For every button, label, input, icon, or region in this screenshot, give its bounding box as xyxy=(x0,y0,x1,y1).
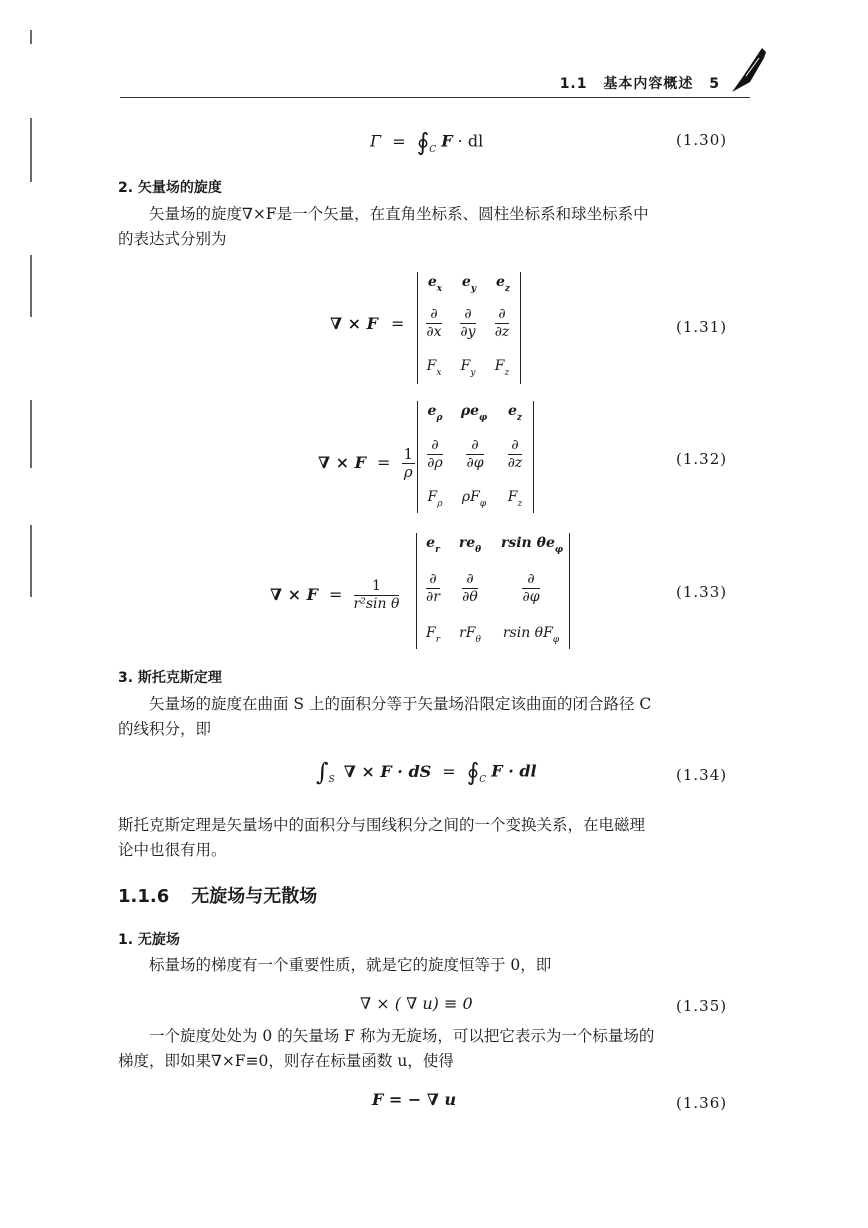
field-component: rF xyxy=(459,625,476,641)
partial-symbol: ∂ xyxy=(460,306,475,324)
header-title: 基本内容概述 xyxy=(603,76,694,92)
subscript: ρ xyxy=(436,413,443,423)
equals-sign: = xyxy=(392,131,406,151)
curl-expression: ∇ × F xyxy=(318,453,366,472)
line-element: dl xyxy=(467,131,484,151)
subscript: ρ xyxy=(437,499,443,509)
circulation-symbol: Γ xyxy=(370,131,382,151)
dot-operator: · xyxy=(457,131,463,151)
field-component: F xyxy=(427,489,438,505)
scan-margin-mark xyxy=(30,30,32,44)
partial-denominator: ∂r xyxy=(426,589,440,605)
integral-subscript: C xyxy=(429,144,437,155)
subscript: θ xyxy=(475,635,481,645)
partial-symbol: ∂ xyxy=(427,437,442,455)
partial-denominator: ∂φ xyxy=(522,589,540,605)
partial-denominator: ∂φ xyxy=(466,455,484,471)
subscript: z xyxy=(516,413,523,423)
partial-denominator: ∂θ xyxy=(462,589,478,605)
integral-subscript: S xyxy=(328,774,335,785)
subscript: r xyxy=(435,635,441,645)
prefactor-numerator: 1 xyxy=(354,578,400,596)
subscript: z xyxy=(517,499,523,509)
unit-vector: e xyxy=(507,403,517,419)
partial-symbol: ∂ xyxy=(462,571,478,589)
curl-lhs xyxy=(270,578,399,613)
gradient-representation: F = − ∇ u xyxy=(372,1090,457,1109)
surface-integrand: ∇ × F · dS xyxy=(343,761,432,781)
pen-nib-icon xyxy=(728,48,768,94)
unit-vector: e xyxy=(495,274,505,290)
curl-of-gradient-identity: ∇ × ( ∇ u) ≡ 0 xyxy=(360,994,473,1013)
subscript: x xyxy=(436,368,442,378)
paragraph-line: 的线积分，即 xyxy=(118,720,212,738)
subscript: x xyxy=(436,284,443,294)
curl-expression: ∇ × F xyxy=(270,585,318,604)
subscript: z xyxy=(504,284,511,294)
partial-denominator: ∂y xyxy=(460,324,476,340)
line-integrand: F · dl xyxy=(491,761,537,781)
paragraph-line: 的表达式分别为 xyxy=(118,230,227,248)
scan-margin-mark xyxy=(30,400,32,468)
unit-vector: ρe xyxy=(460,403,480,419)
paragraph-line: 标量场的梯度有一个重要性质，就是它的旋度恒等于 0，即 xyxy=(149,956,552,974)
paragraph-line: 一个旋度处处为 0 的矢量场 F 称为无旋场，可以把它表示为一个标量场的 xyxy=(149,1027,655,1045)
scan-margin-mark xyxy=(30,255,32,317)
partial-symbol: ∂ xyxy=(522,571,539,589)
equation-number: (1.31) xyxy=(676,318,728,336)
contour-integral-symbol: ∮ xyxy=(466,758,480,786)
subscript: φ xyxy=(552,635,560,645)
prefactor-denominator: ρ xyxy=(403,463,413,481)
unit-vector: rsin θe xyxy=(500,535,555,551)
equals-sign: = xyxy=(329,585,343,604)
paragraph-line: 论中也很有用。 xyxy=(118,841,227,859)
curl-expression: ∇ × F xyxy=(330,314,378,333)
determinant-spherical xyxy=(416,533,570,649)
determinant-cylindrical xyxy=(417,401,534,513)
determinant-cartesian xyxy=(417,272,521,384)
section-number: 1.1.6 xyxy=(118,886,170,907)
unit-vector: e xyxy=(461,274,471,290)
subscript: φ xyxy=(479,499,487,509)
equation-number: (1.36) xyxy=(676,1094,728,1112)
unit-vector: e xyxy=(426,535,436,551)
equation-number: (1.34) xyxy=(676,766,728,784)
partial-symbol: ∂ xyxy=(426,306,441,324)
subscript: φ xyxy=(554,545,564,555)
subsection-heading: 1. 无旋场 xyxy=(118,932,180,948)
partial-denominator: ∂x xyxy=(426,324,442,340)
equation-1-35 xyxy=(360,994,473,1013)
curl-lhs xyxy=(330,314,404,333)
subscript: y xyxy=(470,368,476,378)
equation-number: (1.30) xyxy=(676,131,728,149)
scan-margin-mark xyxy=(30,118,32,182)
field-component: ρF xyxy=(461,489,480,505)
field-component: F xyxy=(425,625,436,641)
equation-number: (1.33) xyxy=(676,583,728,601)
partial-symbol: ∂ xyxy=(495,306,510,324)
equation-number: (1.32) xyxy=(676,450,728,468)
partial-symbol: ∂ xyxy=(426,571,440,589)
prefactor-denominator: r²sin θ xyxy=(353,596,400,612)
field-component: F xyxy=(507,489,518,505)
partial-denominator: ∂z xyxy=(494,324,510,340)
subscript: y xyxy=(470,284,477,294)
curl-lhs xyxy=(318,446,415,481)
page-number: 5 xyxy=(709,76,720,92)
paragraph-line: 斯托克斯定理是矢量场中的面积分与围线积分之间的一个变换关系，在电磁理 xyxy=(118,816,646,834)
unit-vector: e xyxy=(427,274,437,290)
integral-symbol: ∫ xyxy=(316,758,329,786)
section-title: 无旋场与无散场 xyxy=(191,886,318,907)
equation-1-30 xyxy=(370,128,483,156)
subscript: θ xyxy=(475,545,482,555)
integral-subscript: C xyxy=(479,774,487,785)
vector-f: F xyxy=(441,131,453,151)
running-header xyxy=(520,73,720,93)
field-component: F xyxy=(460,358,471,374)
section-heading xyxy=(118,882,317,908)
equation-number: (1.35) xyxy=(676,997,728,1015)
equation-1-34 xyxy=(316,758,537,786)
unit-vector: e xyxy=(427,403,437,419)
prefactor-numerator: 1 xyxy=(403,445,414,463)
paragraph-line: 矢量场的旋度∇×F是一个矢量，在直角坐标系、圆柱坐标系和球坐标系中 xyxy=(149,205,649,223)
paragraph-line: 梯度，即如果∇×F≡0，则存在标量函数 u，使得 xyxy=(118,1052,454,1070)
subscript: r xyxy=(435,545,440,555)
subscript: z xyxy=(504,368,510,378)
equals-sign: = xyxy=(391,314,405,333)
equals-sign: = xyxy=(442,761,456,781)
contour-integral-symbol: ∮ xyxy=(416,128,430,156)
partial-denominator: ∂ρ xyxy=(427,455,443,471)
header-section-number: 1.1 xyxy=(559,76,588,92)
equation-1-36 xyxy=(372,1090,456,1109)
subsection-heading: 3. 斯托克斯定理 xyxy=(118,670,222,686)
unit-vector: re xyxy=(458,535,476,551)
equals-sign: = xyxy=(377,453,391,472)
partial-denominator: ∂z xyxy=(507,455,523,471)
field-component: F xyxy=(494,358,505,374)
header-rule xyxy=(120,97,750,98)
partial-symbol: ∂ xyxy=(508,437,523,455)
paragraph-line: 矢量场的旋度在曲面 S 上的面积分等于矢量场沿限定该曲面的闭合路径 C xyxy=(149,695,652,713)
partial-symbol: ∂ xyxy=(466,437,483,455)
subsection-heading: 2. 矢量场的旋度 xyxy=(118,180,222,196)
field-component: rsin θF xyxy=(502,625,553,641)
scan-margin-mark xyxy=(30,525,32,597)
subscript: φ xyxy=(479,413,488,423)
field-component: F xyxy=(426,358,437,374)
